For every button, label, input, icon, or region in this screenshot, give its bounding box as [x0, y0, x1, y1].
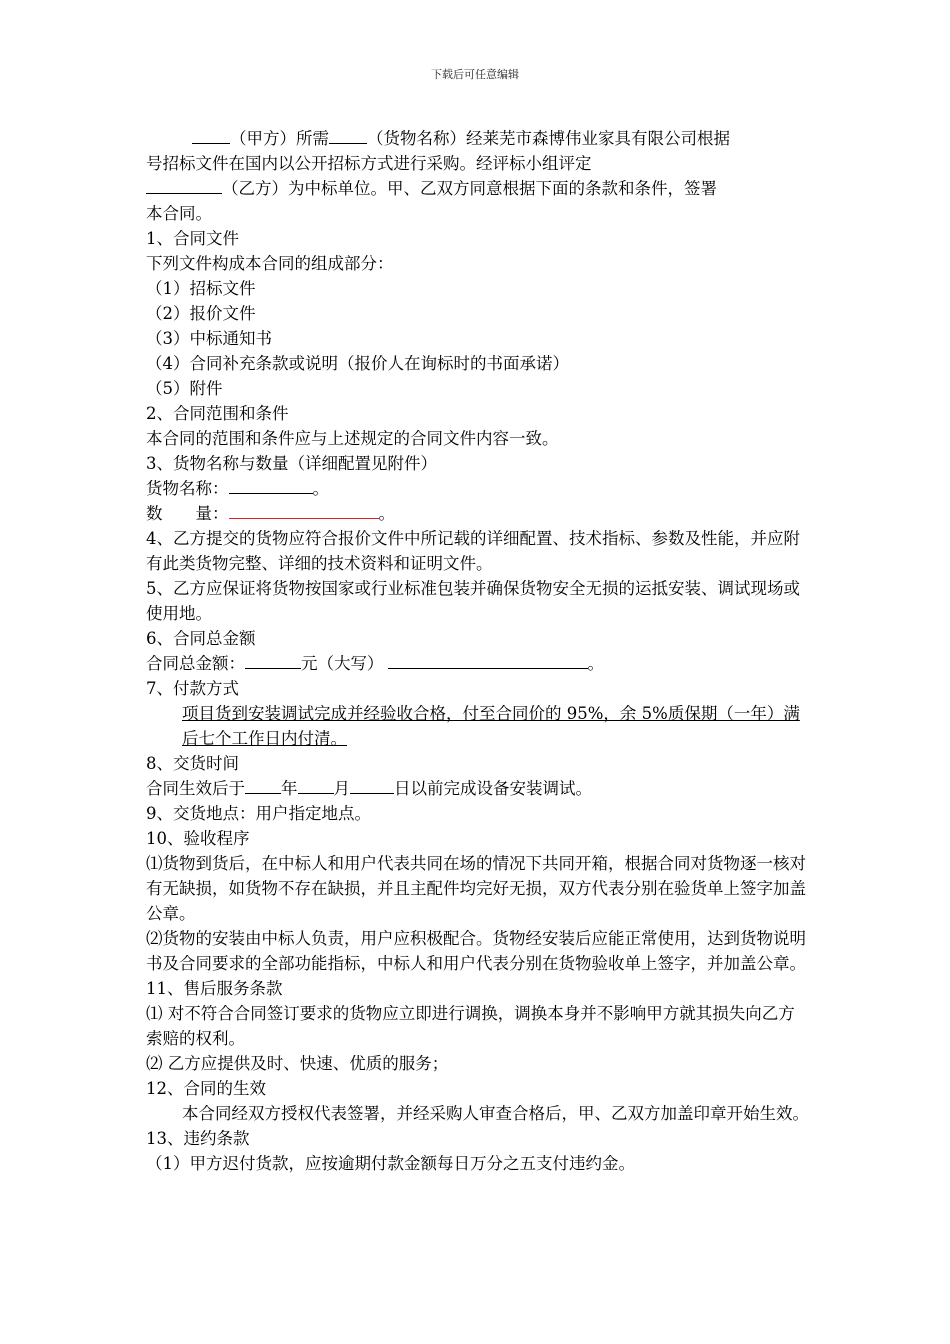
section-8-title: 8、交货时间 — [146, 754, 239, 773]
section-4-text: 4、乙方提交的货物应符合报价文件中所记载的详细配置、技术指标、参数及性能，并应附有此类货物完整、详细的技术资料和证明文件。 — [146, 529, 800, 573]
intro-line-3: （乙方）为中标单位。甲、乙双方同意根据下面的条款和条件，签署 — [146, 176, 810, 201]
section-5-text: 5、乙方应保证将货物按国家或行业标准包装并确保货物安全无损的运抵安装、调试现场或使用地。 — [146, 579, 800, 623]
section-10-para-1: ⑴货物到货后，在中标人和用户代表共同在场的情况下共同开箱，根据合同对货物逐一核对有无缺损，如货物不存在缺损，并且主配件均完好无损，双方代表分别在验货单上签字加盖公章。 — [146, 854, 806, 923]
section-11-para-1: ⑴ 对不符合合同签订要求的货物应立即进行调换，调换本身并不影响甲方就其损失向乙方索赔的权利。 — [146, 1004, 795, 1048]
section-1-title: 1、合同文件 — [146, 229, 239, 248]
section-3-title: 3、货物名称与数量（详细配置见附件） — [146, 454, 437, 473]
day-field[interactable] — [350, 776, 394, 794]
section-2-title: 2、合同范围和条件 — [146, 404, 289, 423]
intro-line-4: 本合同。 — [146, 204, 212, 223]
amount-number-field[interactable] — [245, 651, 301, 669]
list-item: （3）中标通知书 — [146, 329, 272, 348]
section-6-title: 6、合同总金额 — [146, 629, 256, 648]
payment-terms: 项目货到安装调试完成并经验收合格，付至合同价的 95%，余 5%质保期（一年）满后七个工作日内付清。 — [182, 704, 800, 748]
contract-body — [146, 126, 810, 1176]
intro-line-1: （甲方）所需 （货物名称）经莱芜市森博伟业家具有限公司根据 — [146, 126, 810, 151]
goods-name-row: 货物名称： 。 — [146, 476, 810, 501]
goods-name-blank[interactable] — [329, 126, 367, 144]
section-13-title: 13、违约条款 — [146, 1129, 250, 1148]
section-11-title: 11、售后服务条款 — [146, 979, 283, 998]
section-7-title: 7、付款方式 — [146, 679, 239, 698]
party-a-blank[interactable] — [192, 126, 230, 144]
list-item: （2）报价文件 — [146, 304, 256, 323]
list-item: （4）合同补充条款或说明（报价人在询标时的书面承诺） — [146, 354, 569, 373]
intro-line-2: 号招标文件在国内以公开招标方式进行采购。经评标小组评定 — [146, 154, 592, 173]
section-10-title: 10、验收程序 — [146, 829, 250, 848]
section-12-text: 本合同经双方授权代表签署，并经采购人审查合格后，甲、乙双方加盖印章开始生效。 — [182, 1104, 809, 1123]
party-b-blank[interactable] — [146, 176, 222, 194]
section-9-text: 9、交货地点：用户指定地点。 — [146, 804, 371, 823]
section-1-text: 下列文件构成本合同的组成部分： — [146, 254, 394, 273]
page-header: 下载后可任意编辑 — [431, 68, 519, 81]
month-field[interactable] — [298, 776, 334, 794]
quantity-row: 数 量： 。 — [146, 501, 810, 526]
goods-name-field[interactable] — [229, 476, 313, 494]
list-item: （1）招标文件 — [146, 279, 256, 298]
year-field[interactable] — [245, 776, 281, 794]
list-item: （5）附件 — [146, 379, 223, 398]
amount-words-field[interactable] — [388, 651, 588, 669]
section-12-title: 12、合同的生效 — [146, 1079, 266, 1098]
quantity-field[interactable] — [229, 501, 379, 519]
delivery-time-row: 合同生效后于 年 月 日以前完成设备安装调试。 — [146, 776, 810, 801]
section-11-para-2: ⑵ 乙方应提供及时、快速、优质的服务； — [146, 1054, 449, 1073]
contract-amount-row: 合同总金额： 元（大写） 。 — [146, 651, 810, 676]
section-13-para-1: （1）甲方迟付货款，应按逾期付款金额每日万分之五支付违约金。 — [146, 1154, 635, 1173]
section-2-text: 本合同的范围和条件应与上述规定的合同文件内容一致。 — [146, 429, 559, 448]
section-10-para-2: ⑵货物的安装由中标人负责，用户应积极配合。货物经安装后应能正常使用，达到货物说明书及合同要求的全部功能指标，中标人和用户代表分别在货物验收单上签字，并加盖公章。 — [146, 929, 806, 973]
